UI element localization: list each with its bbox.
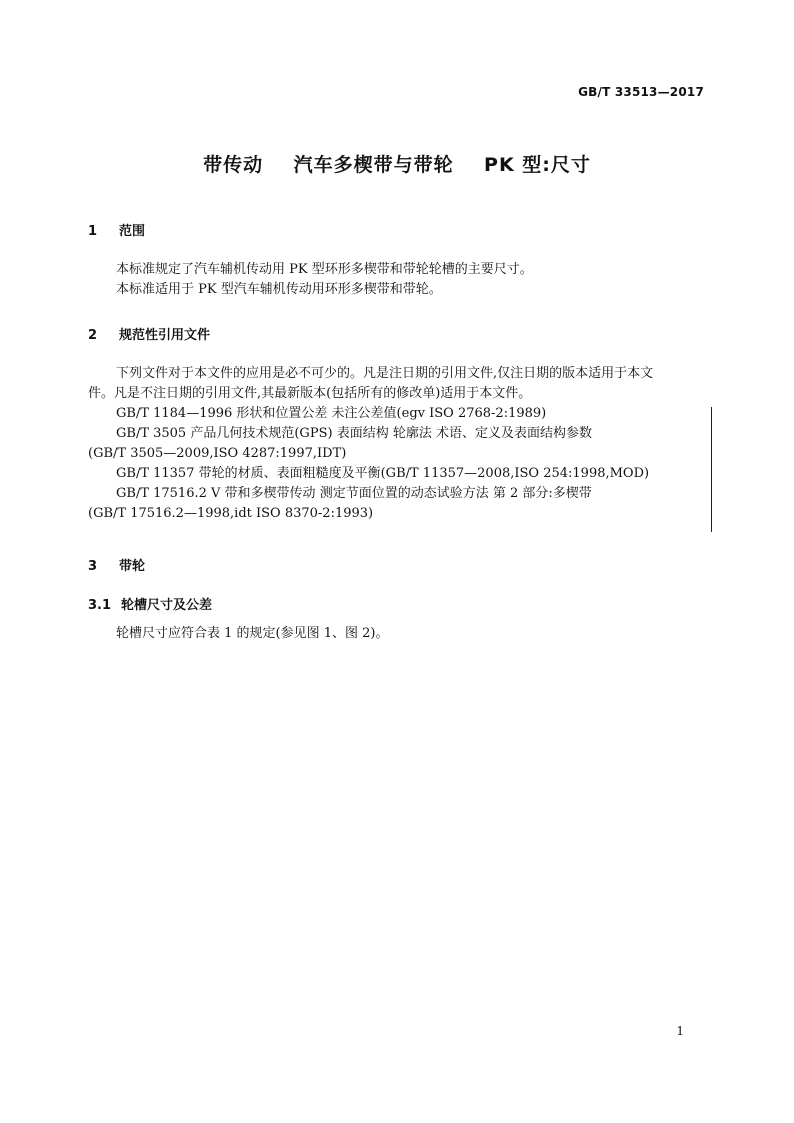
subsection-3-1-heading: [88, 594, 212, 613]
section-number: 1: [88, 224, 98, 239]
change-bar: [711, 407, 712, 532]
paragraph: 本标准适用于 PK 型汽车辅机传动用环形多楔带和带轮。: [116, 282, 442, 297]
reference-text: 产品几何技术规范(GPS): [190, 426, 333, 441]
paragraph: 轮槽尺寸应符合表 1 的规定(参见图 1、图 2)。: [116, 626, 389, 641]
section-number: 3.1: [88, 598, 112, 613]
reference-text: 轮廓法: [392, 426, 432, 441]
reference-item: [88, 484, 706, 504]
section-2-heading: [88, 324, 210, 343]
reference-code: GB/T 3505: [116, 426, 187, 441]
subsection-3-1-body: [88, 624, 706, 644]
section-number: 2: [88, 328, 98, 343]
reference-code: GB/T 17516.2: [116, 486, 207, 501]
paragraph-line: 件。凡是不注日期的引用文件,其最新版本(包括所有的修改单)适用于本文件。: [88, 386, 532, 401]
standard-number: GB/T 33513—2017: [578, 85, 704, 99]
reference-item: GB/T 11357 带轮的材质、表面粗糙度及平衡(GB/T 11357—2008,ISO 254:1998,MOD): [116, 466, 650, 481]
section-title: 规范性引用文件: [119, 328, 211, 343]
document-title: 带传动 汽车多楔带与带轮 PK 型:尺寸: [203, 154, 591, 176]
reference-text: 术语、定义及表面结构参数: [436, 426, 593, 441]
reference-item-continuation: (GB/T 3505—2009,ISO 4287:1997,IDT): [88, 446, 347, 461]
page-number: 1: [676, 1024, 684, 1038]
section-1-body: [88, 260, 706, 300]
section-number: 3: [88, 559, 98, 574]
reference-text: 测定节面位置的动态试验方法: [319, 486, 489, 501]
reference-item-continuation: (GB/T 17516.2—1998,idt ISO 8370-2:1993): [88, 506, 374, 521]
paragraph-line: 下列文件对于本文件的应用是必不可少的。凡是注日期的引用文件,仅注日期的版本适用于本文: [116, 366, 654, 381]
section-2-body: [88, 364, 706, 524]
section-3-heading: [88, 555, 145, 574]
reference-text: V 带和多楔带传动: [211, 486, 316, 501]
reference-item: GB/T 1184—1996 形状和位置公差 未注公差值(egv ISO 2768-2:1989): [116, 406, 547, 421]
section-title: 轮槽尺寸及公差: [121, 598, 213, 613]
paragraph: 本标准规定了汽车辅机传动用 PK 型环形多楔带和带轮轮槽的主要尺寸。: [116, 262, 533, 277]
section-1-heading: [88, 220, 145, 239]
reference-text: 表面结构: [336, 426, 389, 441]
reference-item: [88, 424, 706, 444]
section-title: 带轮: [119, 559, 146, 574]
reference-text: 第 2 部分:多楔带: [492, 486, 592, 501]
section-title: 范围: [119, 224, 146, 239]
